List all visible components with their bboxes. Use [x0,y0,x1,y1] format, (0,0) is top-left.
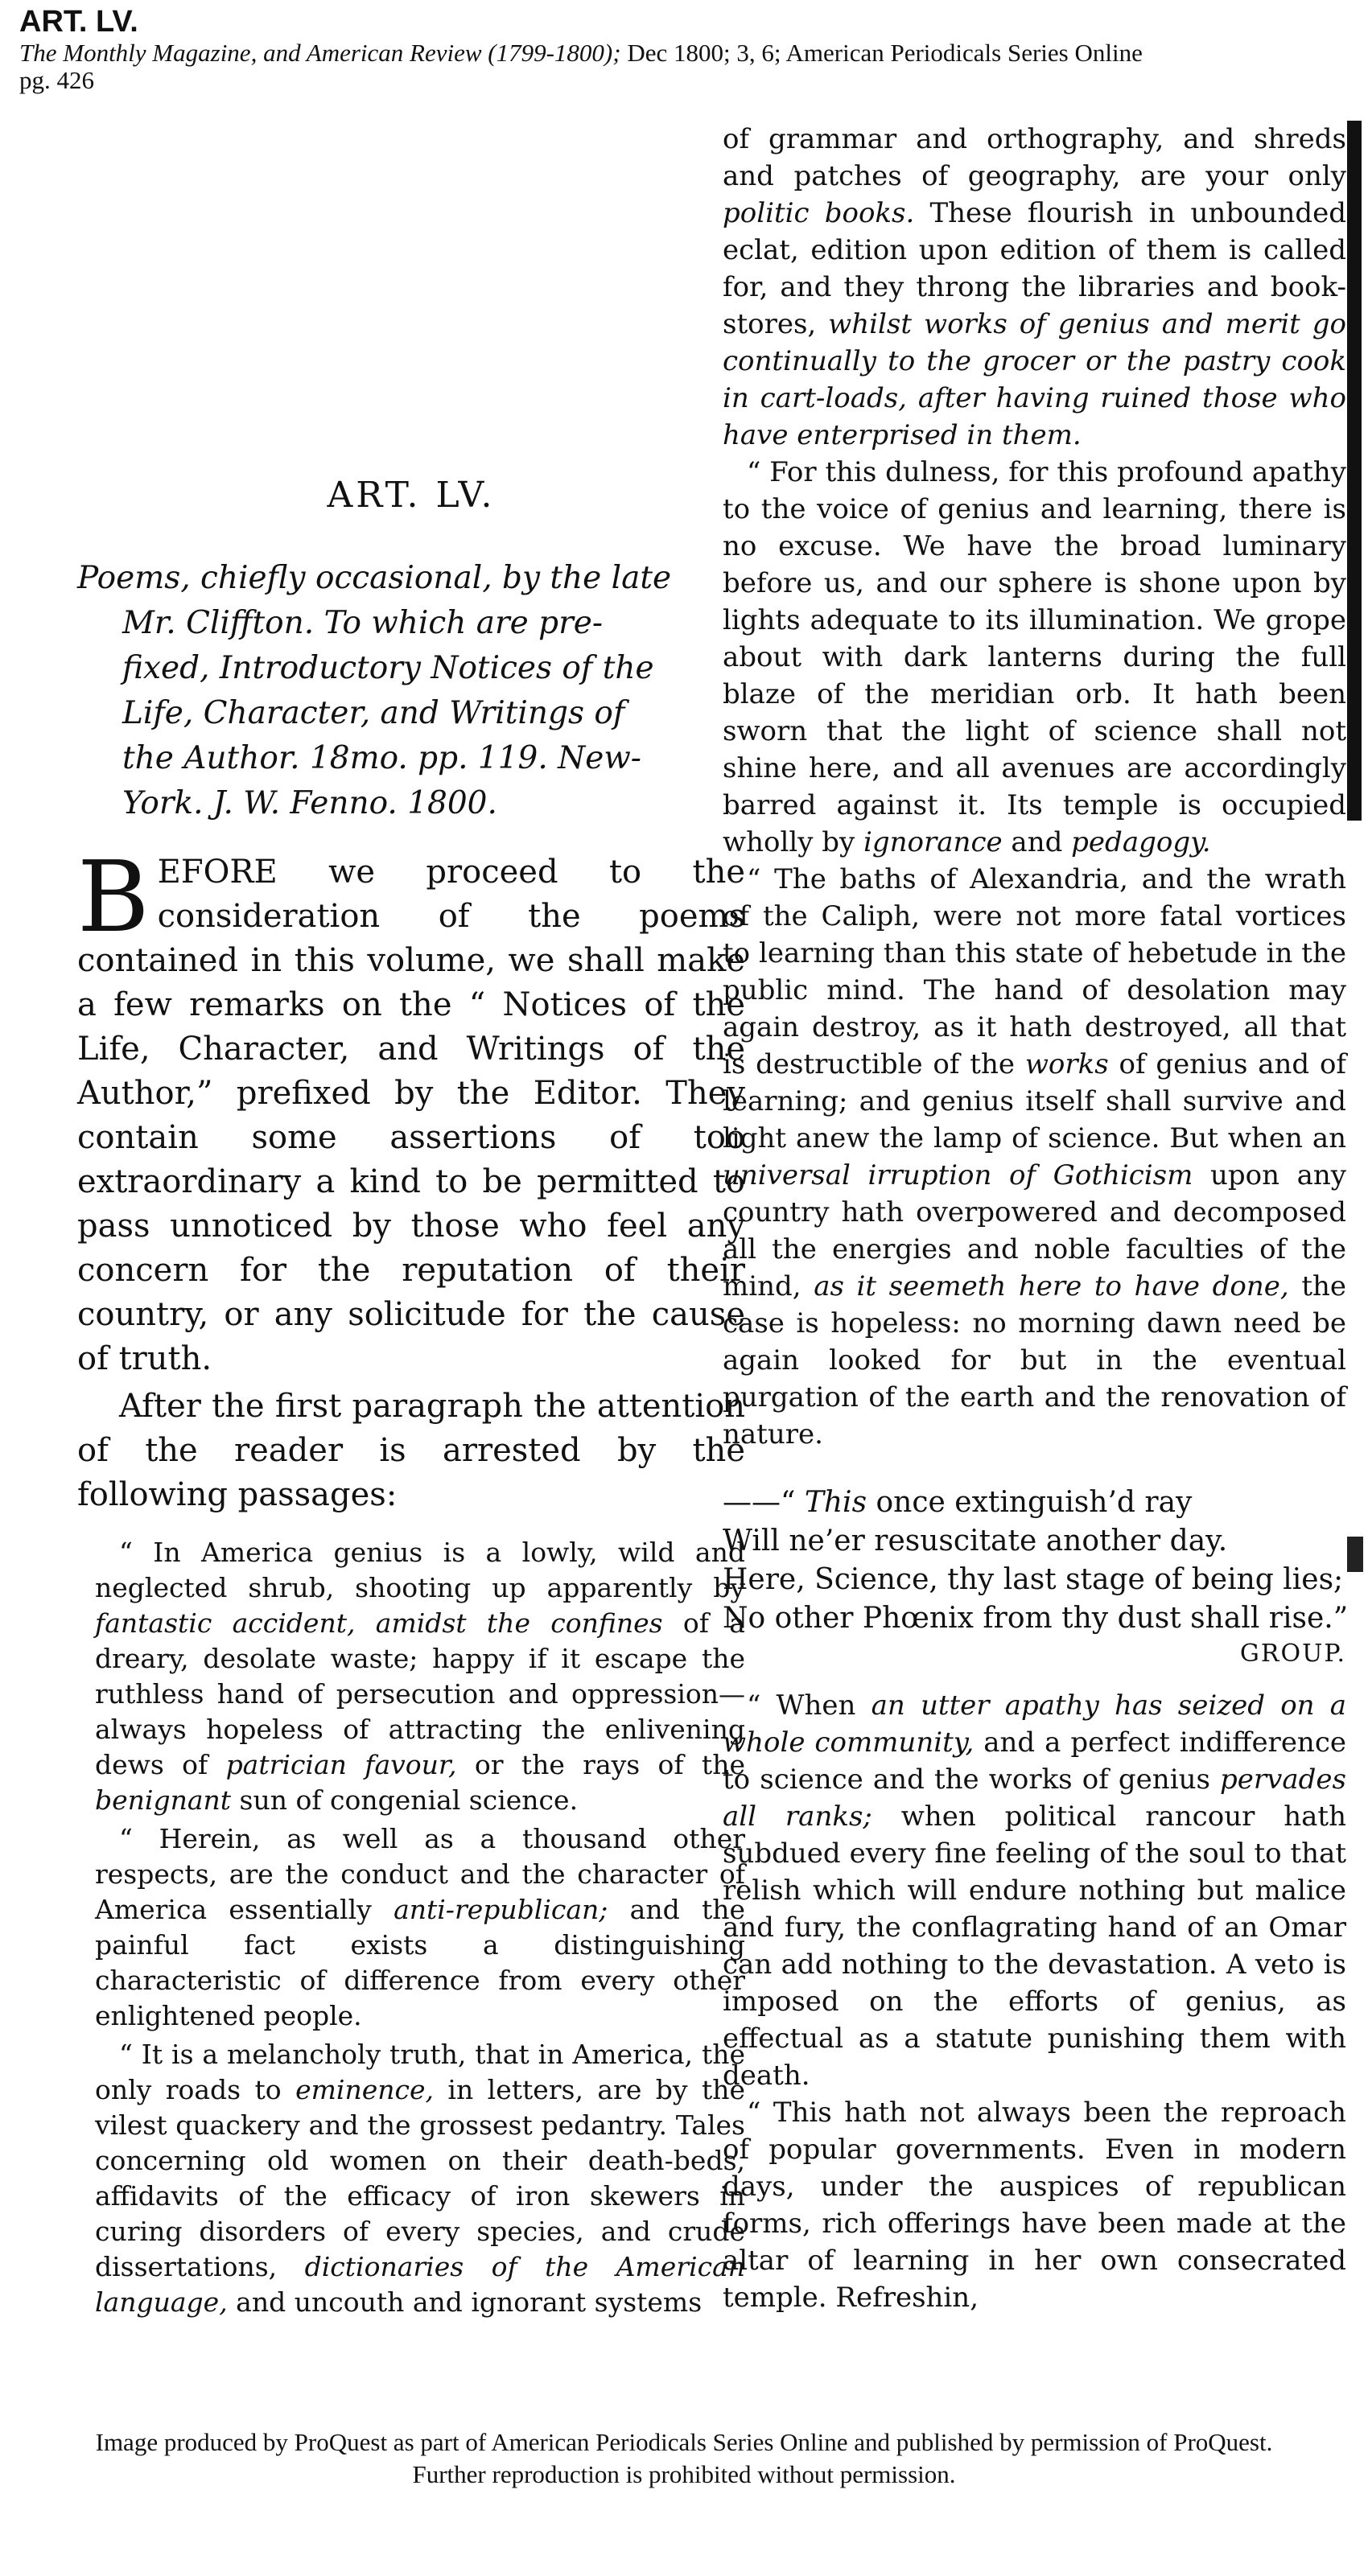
quote-text: or the rays of the [456,1749,745,1780]
quote-text: These flourish in unbounded eclat, edition upon edition of them is called for, and they throng the libraries and book-stores, [723,197,1346,340]
quote-italic: politic books. [723,197,915,229]
verse-block [723,1483,1349,1638]
quote-italic: universal irruption of Gothicism [723,1159,1193,1191]
quote-text: when political rancour hath subdued every fine feeling of the soul to that relish which will endure nothing but malice and fury, the conflagrating hand of an Omar can add nothing to the devastation. A veto is imposed on the efforts of genius, as effectual as a statute punishing them with death. [723,1800,1346,2092]
citation-line [19,39,1355,67]
quote-text: “ In America genius is a lowly, wild and neglected shrub, shooting up apparently by [95,1537,745,1603]
page-number: pg. 426 [19,66,94,94]
verse-text: once extinguish’d ray [867,1486,1193,1519]
quote-italic: whilst works of genius and merit go continually to the grocer or the pastry cook in cart-loads, after having ruined those who have enterprised in them. [723,308,1346,451]
quote-italic: fantastic accident, amidst the confines [95,1607,663,1639]
quote-paragraph [723,454,1346,861]
quote-text: of grammar and orthography, and shreds and patches of geography, are your only [723,123,1346,192]
verse-attribution: GROUP. [1239,1640,1346,1668]
scanned-page [48,121,1352,2397]
book-title-line: fixed, Introductory Notices of the [122,650,654,686]
quote-text: upon any country hath overpowered and decomposed all the energies and noble faculties of the mind, [723,1159,1346,1302]
quote-italic: pervades all ranks; [723,1763,1346,1833]
quote-italic: ignorance [863,826,1003,858]
quote-paragraph [77,1821,745,2034]
footer-line: Further reproduction is prohibited without permission. [412,2460,956,2488]
quote-text: “ For this dulness, for this profound apathy to the voice of genius and learning, there is no excuse. We have the broad luminary before us, and our sphere is shone upon by lights adequate to its illumination. We grope about with dark lanterns during the full blaze of the meridian orb. It hath been sworn that the light of science shall not shine here, and all avenues are accordingly barred against it. Its temple is occupied wholly by [723,456,1346,858]
citation-header [19,5,1355,94]
quote-text: “ When [747,1689,871,1722]
quote-paragraph [723,1687,1346,2094]
verse-line: No other Phœnix from thy dust shall rise.” [723,1602,1349,1635]
verse-line: Will ne’er resuscitate another day. [723,1525,1228,1558]
book-title-line: Mr. Cliffton. To which are pre- [122,605,603,641]
article-heading: ART. LV. [327,475,496,516]
journal-name: The Monthly Magazine, and American Review (1799-1800); [19,39,621,67]
scan-margin-bar [1347,121,1362,821]
drop-cap: B [77,840,150,954]
quote-italic: anti-republican; [394,1894,608,1925]
quote-italic: benignant [95,1784,232,1816]
quote-italic: as it seemeth here to have done, [814,1270,1289,1302]
book-title-block [77,556,745,826]
left-column [77,121,745,2320]
opening-paragraph [77,840,745,1381]
quote-paragraph [723,861,1346,1453]
book-title-line: Life, Character, and Writings of [122,695,625,731]
quote-paragraph [77,2037,745,2320]
quote-text: of a dreary, desolate waste; happy if it escape the ruthless hand of persecution and oppression—always hopeless of attracting the enlivening dews of [95,1607,745,1780]
quote-continuation [723,121,1346,454]
quote-text: “ It is a melancholy truth, that in America, the only roads to [95,2039,745,2105]
quote-text: in letters, are by the vilest quackery and the grossest pedantry. Tales concerning old women on their death-beds, affidavits of the efficacy of iron skewers in curing disorders of every species, and crude dissertations, [95,2074,746,2282]
quote-text: the case is hopeless: no morning dawn need be again looked for but in the eventual purgation of the earth and the renovation of nature. [723,1270,1346,1451]
verse-line: Here, Science, thy last stage of being lies; [723,1563,1344,1596]
citation-details: Dec 1800; 3, 6; American Periodicals Series Online [620,39,1143,67]
quote-text: of genius and of learning; and genius itself shall survive and light anew the lamp of science. But when an [723,1048,1346,1154]
quote-italic: eminence, [295,2074,434,2105]
quote-text: “ Herein, as well as a thousand other respects, are the conduct and the character of America essentially [95,1823,745,1925]
second-paragraph: After the first paragraph the attention of the reader is arrested by the following passages: [77,1388,745,1513]
quote-text: and [1002,826,1072,858]
quote-italic: patrician favour, [225,1749,457,1780]
quote-paragraph [77,1535,745,1818]
quote-italic: works [1024,1048,1109,1080]
book-title-line: York. J. W. Fenno. 1800. [122,785,497,821]
quote-italic: an utter apathy has seized on a whole community, [723,1689,1347,1759]
footer-line: Image produced by ProQuest as part of American Periodicals Series Online and published by permission of ProQuest. [95,2428,1273,2456]
quote-text: and the painful fact exists a distinguishing characteristic of difference from every other enlightened people. [95,1894,745,2031]
quote-italic: dictionaries of the American language, [95,2251,745,2318]
quote-italic: pedagogy. [1071,826,1211,858]
verse-line [723,1483,1346,1522]
quote-text: sun of congenial science. [231,1784,579,1816]
verse-text: ——“ [723,1486,805,1519]
quote-text: and uncouth and ignorant systems [227,2286,703,2318]
book-title-line: Poems, chiefly occasional, by the late [77,560,672,596]
verse-italic: This [804,1486,867,1519]
paragraph-text: EFORE we proceed to the consideration of the poems contained in this volume, we shall make a few remarks on the “ Notices of the Life, Character, and Writings of the Author,” prefixed by the Editor. They contain some assertions of too extraordinary a kind to be permitted to pass unnoticed by those who feel any concern for the reputation of their country, or any solicitude for the cause of truth. [77,854,745,1377]
book-title-line: the Author. 18mo. pp. 119. New- [122,740,641,776]
quote-text: “ The baths of Alexandria, and the wrath of the Caliph, were not more fatal vortices to learning than this state of hebetude in the public mind. The hand of desolation may again destroy, as it hath destroyed, all that is destructible of the [723,863,1346,1080]
article-title: ART. LV. [19,5,138,39]
quote-text: and a perfect indifference to science and the works of genius [723,1726,1346,1796]
quote-paragraph: “ This hath not always been the reproach of popular governments. Even in modern days, under the auspices of republican forms, rich offerings have been made at the altar of learning in her own consecrated temple. Refreshin, [723,2097,1346,2314]
permission-footer [0,2426,1368,2491]
scan-margin-mark [1347,1537,1363,1572]
right-column [723,121,1349,2316]
